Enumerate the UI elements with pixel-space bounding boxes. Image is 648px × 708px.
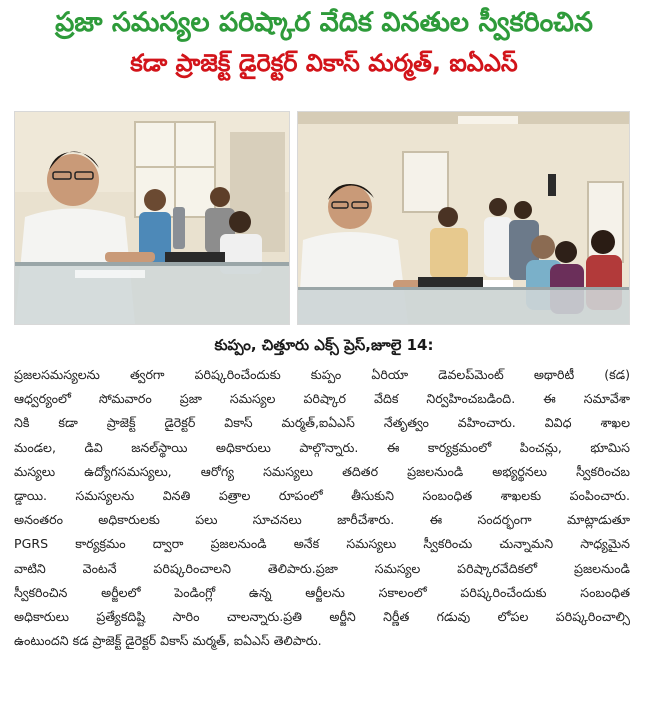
body-line: మండల, డివి జనల్‌స్థాయి అధికారులు పాల్గొన్నారు. ఈ కార్యక్రమంలో పించన్లు, భూమిస <box>14 439 630 455</box>
body-line: ఉంటుందని కడ ప్రాజెక్ట్ డైరెక్టర్ వికాస్ మర్మత్, ఐఏఎస్ తెలిపారు. <box>14 633 322 649</box>
body-line: వాటిని వెంటనే పరిష్కరించాలని తెలిపారు.ప్రజా సమస్యల పరిష్కారవేదికలో ప్రజలనుండి <box>14 560 630 576</box>
body-line: PGRS కార్యక్రమం ద్వారా ప్రజలనుండి అనేక సమస్యలు స్వీకరించు చున్నామని సాధ్యమైన <box>14 536 630 552</box>
body-line: ఆధ్వర్యంలో సోమవారం ప్రజా సమస్యల పరిష్కార వేదిక నిర్వహించబడింది. ఈ సమావేశా <box>14 391 630 407</box>
body-line: నికి కడా ప్రాజెక్ట్ డైరెక్టర్ వికాస్ మర్మత్,ఐఏఎస్ నేతృత్వం వహించారు. వివిధ శాఖల <box>14 415 630 431</box>
photo-receiving-petitions <box>297 111 630 325</box>
body-line: స్వీకరించిన అర్జీలలో పెండింగ్లో ఉన్న ఆర్జీలను సకాలంలో పరిష్కరించేందుకు సంబంధిత <box>14 584 630 600</box>
body-line: అనంతరం అధికారులకు పలు సూచనలు జారీచేశారు. ఈ సందర్భంగా మాట్లాడుతూ <box>14 512 630 528</box>
headline-line-1: ప్రజా సమస్యల పరిష్కార వేదిక వినతుల స్వీకరించిన <box>55 7 593 38</box>
article-body <box>14 363 630 653</box>
dateline: కుప్పం, చిత్తూరు ఎక్స్ ప్రెస్,జూలై 14: <box>214 336 434 354</box>
body-line: డ్డాయి. సమస్యలను వినతి పత్రాల రూపంలో తీసుకుని సంబంధిత శాఖలకు పంపించారు. <box>14 488 630 504</box>
body-line: మస్యలు ఉద్యోగసమస్యలు, ఆరోగ్య సమస్యలు తదితర ప్రజలనుండి అభ్యర్థనలు స్వీకరించబ <box>14 463 630 479</box>
body-line: ప్రజలసమస్యలను త్వరగా పరిష్కరించేందుకు కుప్పం ఏరియా డెవలప్‌మెంట్ అథారిటీ (కడ) <box>14 367 630 382</box>
photo-officer-at-desk <box>14 111 290 325</box>
headline-line-2: కడా ప్రాజెక్ట్ డైరెక్టర్ వికాస్ మర్మత్, ఐఏఎస్ <box>130 49 518 77</box>
body-line: అధికారులు ప్రత్యేకదిష్టి సారిం చాలన్నారు.ప్రతి అర్జీని నిర్ణీత గడువు లోపల పరిష్కరించాల్సి <box>14 609 630 625</box>
